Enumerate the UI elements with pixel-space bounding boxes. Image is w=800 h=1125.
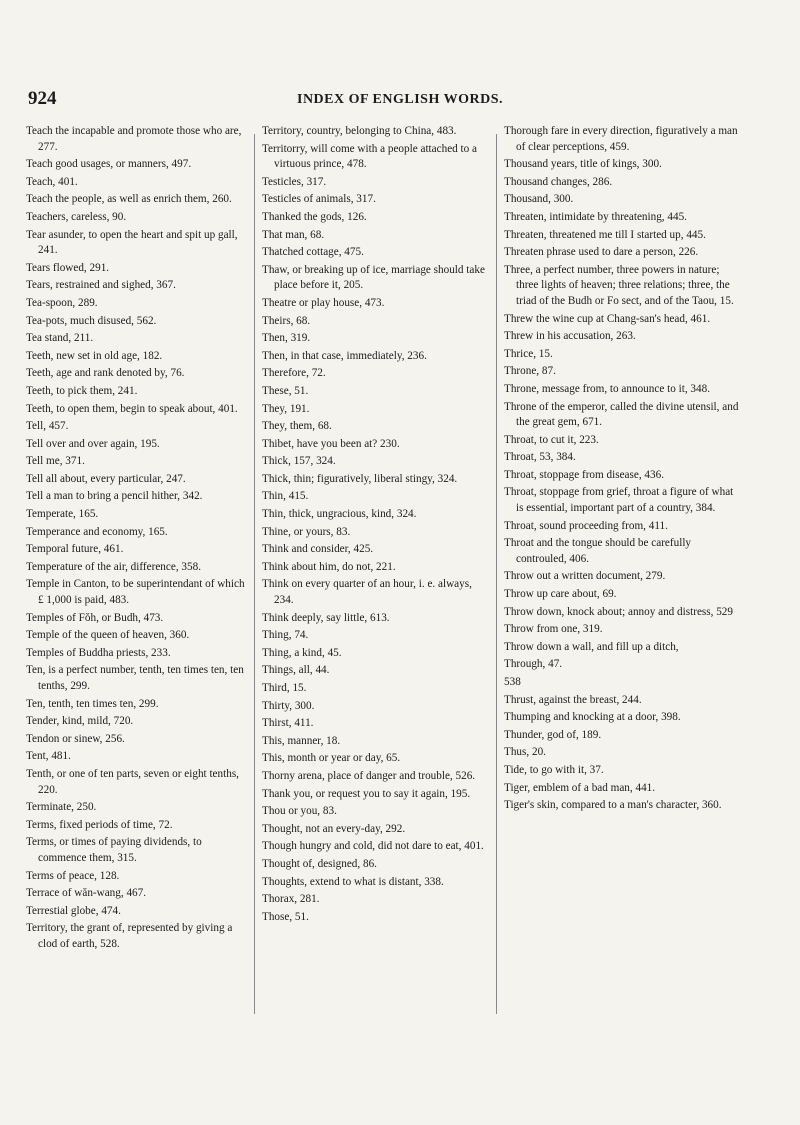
index-entry: Thirst, 411. <box>262 717 314 730</box>
index-entry: Think deeply, say little, 613. <box>262 611 390 624</box>
index-entry: Testicles, 317. <box>262 175 327 188</box>
index-entry: Tears flowed, 291. <box>26 261 110 274</box>
index-entry: Teeth, new set in old age, 182. <box>26 349 163 362</box>
index-entry: Tiger, emblem of a bad man, 441. <box>504 781 656 794</box>
index-entry: Thick, thin; figuratively, liberal stingy, 324. <box>262 472 458 485</box>
index-entry: Tenth, or one of ten parts, seven or eight tenths, 220. <box>26 767 239 796</box>
index-entry: Terms, fixed periods of time, 72. <box>26 818 173 831</box>
index-entry: Thumping and knocking at a door, 398. <box>504 711 681 724</box>
index-entry: Tent, 481. <box>26 750 71 763</box>
index-entry: Tell me, 371. <box>26 455 85 468</box>
index-entry: Temples of Fŏh, or Budh, 473. <box>26 611 164 624</box>
index-entry: Three, a perfect number, three powers in nature; three lights of heaven; three relations; three, the triad of the Budh or Fo sect, and of the Taou, 15. <box>504 263 734 307</box>
index-entry: This, month or year or day, 65. <box>262 752 401 765</box>
index-entry: Teeth, age and rank denoted by, 76. <box>26 367 185 380</box>
index-entry: Temple in Canton, to be superintendant of which £ 1,000 is paid, 483. <box>26 578 245 607</box>
index-entry: Tea-spoon, 289. <box>26 296 98 309</box>
index-entry: Territory, country, belonging to China, 483. <box>262 125 457 137</box>
index-entry: Teach good usages, or manners, 497. <box>26 158 192 171</box>
index-entry: Throat, stoppage from grief, throat a figure of what is essential, important part of a country, 384. <box>504 486 734 515</box>
index-column-1 <box>26 124 252 955</box>
index-entry: Throw down, knock about; annoy and distress, 529 <box>504 605 733 618</box>
index-entry: Terms, or times of paying dividends, to commence them, 315. <box>26 836 202 864</box>
index-entry: Thank you, or request you to say it again, 195. <box>262 787 471 800</box>
index-entry: Thousand, 300. <box>504 193 574 206</box>
index-entry: Then, 319. <box>262 332 311 345</box>
index-entry: Terms of peace, 128. <box>26 869 120 882</box>
index-entry: Tell over and over again, 195. <box>26 437 160 450</box>
index-entry: Thaw, or breaking up of ice, marriage should take place before it, 205. <box>262 263 485 292</box>
index-entry: Throat, to cut it, 223. <box>504 433 599 446</box>
index-entry: Tide, to go with it, 37. <box>504 763 604 776</box>
index-entry: They, 191. <box>262 402 310 415</box>
index-entry: Thoughts, extend to what is distant, 338. <box>262 875 444 888</box>
index-entry: Tendon or sinew, 256. <box>26 732 125 745</box>
column-divider <box>496 134 497 1014</box>
index-entry: Temperate, 165. <box>26 508 99 521</box>
index-entry: Things, all, 44. <box>262 664 330 677</box>
index-entry: Throat and the tongue should be carefully controuled, 406. <box>504 537 692 565</box>
index-entry: Throat, 53, 384. <box>504 451 576 464</box>
index-entry: Throw out a written document, 279. <box>504 570 666 583</box>
index-entry: Threaten, threatened me till I started up, 445. <box>504 228 706 241</box>
index-entry: Throw down a wall, and fill up a ditch, <box>504 640 679 653</box>
index-entry: Throne, 87. <box>504 365 556 378</box>
index-entry: They, them, 68. <box>262 420 332 433</box>
index-entry: Tea stand, 211. <box>26 332 94 345</box>
index-entry: Tear asunder, to open the heart and spit up gall, 241. <box>26 228 238 257</box>
index-entry: Temporal future, 461. <box>26 543 124 556</box>
index-entry: Threw the wine cup at Chang-san's head, 461. <box>504 312 711 325</box>
index-entry: Thin, 415. <box>262 490 309 503</box>
index-entry: Throne, message from, to announce to it, 348. <box>504 382 710 395</box>
index-column-3 <box>504 124 742 816</box>
index-entry: Threaten phrase used to dare a person, 226. <box>504 246 699 259</box>
column-divider <box>254 134 255 1014</box>
index-entry: Tender, kind, mild, 720. <box>26 715 134 728</box>
index-entry: Thin, thick, ungracious, kind, 324. <box>262 508 417 521</box>
index-entry: Ten, tenth, ten times ten, 299. <box>26 697 159 710</box>
index-entry: Those, 51. <box>262 910 309 923</box>
index-entry: Theatre or play house, 473. <box>262 296 385 309</box>
running-head: INDEX OF ENGLISH WORDS. <box>297 92 503 107</box>
index-entry: Throne of the emperor, called the divine utensil, and the great gem, 671. <box>504 400 739 429</box>
index-entry: Theirs, 68. <box>262 314 311 327</box>
index-entry: Temple of the queen of heaven, 360. <box>26 629 190 642</box>
index-entry: Threw in his accusation, 263. <box>504 330 636 343</box>
index-entry: Throw from one, 319. <box>504 623 603 636</box>
index-entry: Tell a man to bring a pencil hither, 342. <box>26 490 203 503</box>
index-entry: That man, 68. <box>262 228 325 241</box>
index-entry: Temples of Buddha priests, 233. <box>26 646 171 659</box>
index-entry: Thousand years, title of kings, 300. <box>504 158 662 171</box>
index-entry: Tiger's skin, compared to a man's character, 360. <box>504 799 722 812</box>
index-entry: 538 <box>504 676 521 688</box>
index-entry: Third, 15. <box>262 682 307 694</box>
index-entry: Terminate, 250. <box>26 801 97 814</box>
index-entry: Throat, sound proceeding from, 411. <box>504 519 668 532</box>
index-entry: Thibet, have you been at? 230. <box>262 437 400 450</box>
index-entry: Teachers, careless, 90. <box>26 210 127 223</box>
index-entry: These, 51. <box>262 384 309 397</box>
index-entry: Teeth, to open them, begin to speak about, 401. <box>26 402 238 415</box>
index-entry: Teach the people, as well as enrich them, 260. <box>26 193 232 206</box>
index-entry: Thought of, designed, 86. <box>262 857 377 870</box>
index-entry: Temperature of the air, difference, 358. <box>26 560 201 573</box>
index-entry: Thousand changes, 286. <box>504 175 613 188</box>
index-entry: Thrust, against the breast, 244. <box>504 693 642 706</box>
index-column-2 <box>262 124 488 927</box>
index-entry: Thing, 74. <box>262 629 309 642</box>
index-entry: Think on every quarter of an hour, i. e. always, 234. <box>262 578 472 607</box>
index-entry: Thunder, god of, 189. <box>504 728 602 741</box>
index-entry: Thorny arena, place of danger and trouble, 526. <box>262 769 476 782</box>
index-entry: Thou or you, 83. <box>262 805 337 818</box>
index-entry: Terrestial globe, 474. <box>26 904 121 917</box>
index-entry: Ten, is a perfect number, tenth, ten times ten, ten tenths, 299. <box>26 664 244 692</box>
index-entry: Thirty, 300. <box>262 699 315 712</box>
index-entry: Thorough fare in every direction, figuratively a man of clear perceptions, 459. <box>504 125 738 153</box>
index-entry: Territorry, will come with a people attached to a virtuous prince, 478. <box>262 142 478 171</box>
index-entry: Think and consider, 425. <box>262 543 374 556</box>
page-number: 924 <box>28 88 57 109</box>
index-entry: Throat, stoppage from disease, 436. <box>504 468 665 481</box>
index-entry: Testicles of animals, 317. <box>262 193 376 206</box>
index-entry: Thanked the gods, 126. <box>262 210 367 223</box>
index-entry: Therefore, 72. <box>262 367 326 380</box>
index-entry: Tea-pots, much disused, 562. <box>26 314 157 327</box>
index-entry: Thick, 157, 324. <box>262 455 336 468</box>
index-entry: Temperance and economy, 165. <box>26 525 168 538</box>
index-entry: Through, 47. <box>504 658 563 671</box>
index-entry: Thine, or yours, 83. <box>262 525 351 538</box>
index-entry: Teeth, to pick them, 241. <box>26 384 138 397</box>
index-entry: Then, in that case, immediately, 236. <box>262 349 427 362</box>
index-entry: Territory, the grant of, represented by giving a clod of earth, 528. <box>26 922 233 950</box>
index-entry: Terrace of wăn-wang, 467. <box>26 887 147 900</box>
index-entry: Thus, 20. <box>504 746 546 759</box>
index-entry: Tell all about, every particular, 247. <box>26 472 186 485</box>
index-entry: Threaten, intimidate by threatening, 445. <box>504 210 687 223</box>
index-entry: Though hungry and cold, did not dare to eat, 401. <box>262 840 484 853</box>
index-entry: Teach, 401. <box>26 175 78 188</box>
index-entry: Thought, not an every-day, 292. <box>262 822 406 835</box>
index-entry: Think about him, do not, 221. <box>262 560 396 573</box>
index-entry: Tears, restrained and sighed, 367. <box>26 279 176 292</box>
index-entry: Thing, a kind, 45. <box>262 646 342 659</box>
index-entry: Thorax, 281. <box>262 893 320 906</box>
index-entry: Tell, 457. <box>26 420 69 433</box>
index-entry: Thrice, 15. <box>504 347 553 360</box>
index-entry: This, manner, 18. <box>262 734 341 747</box>
index-entry: Thatched cottage, 475. <box>262 246 364 259</box>
index-entry: Teach the incapable and promote those who are, 277. <box>26 125 242 153</box>
index-entry: Throw up care about, 69. <box>504 588 617 601</box>
